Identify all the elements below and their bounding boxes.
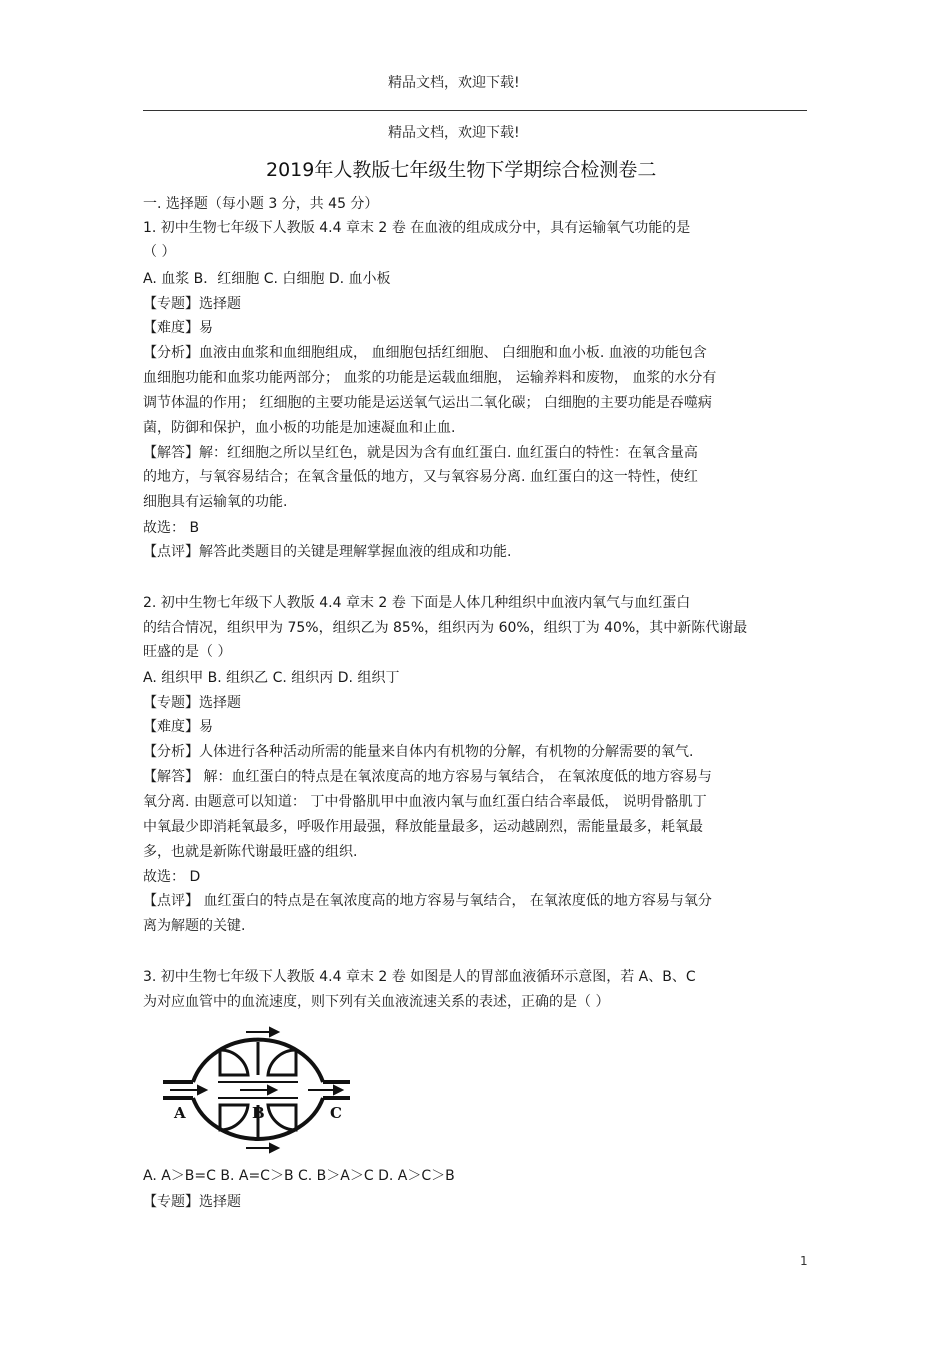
q3-stem-line-1: 3. 初中生物七年级下人教版 4.4 章末 2 卷 如图是人的胃部血液循环示意图，若 A、B、C — [143, 969, 696, 985]
q1-options: A. 血浆 B．红细胞 C. 白细胞 D. 血小板 — [143, 271, 391, 287]
label-b: B — [252, 1104, 265, 1122]
q1-answer-line-1: 【解答】解：红细胞之所以呈红色，就是因为含有血红蛋白. 血红蛋白的特性：在氧含量高 — [143, 445, 698, 461]
q1-analysis-line-1: 【分析】血液由血浆和血细胞组成， 血细胞包括红细胞、 白细胞和血小板. 血液的功能包含 — [143, 345, 707, 361]
q2-answer-line-1: 【解答】 解：血红蛋白的特点是在氧浓度高的地方容易与氧结合， 在氧浓度低的地方容易与 — [143, 769, 712, 785]
q2-answer-line-3: 中氧最少即消耗氧最多，呼吸作用最强，释放能量最多，运动越剧烈，需能量最多，耗氧最 — [143, 819, 703, 835]
q1-analysis-line-2: 血细胞功能和血浆功能两部分； 血浆的功能是运载血细胞， 运输养料和废物， 血浆的水分有 — [143, 370, 717, 386]
q2-choice: 故选： D — [143, 869, 201, 885]
q1-comment: 【点评】解答此类题目的关键是理解掌握血液的组成和功能. — [143, 544, 512, 560]
q1-topic: 【专题】选择题 — [143, 296, 241, 312]
label-c: C — [330, 1104, 342, 1122]
sub-banner: 精品文档，欢迎下载! — [388, 125, 520, 141]
q3-topic: 【专题】选择题 — [143, 1194, 241, 1210]
q2-answer-line-2: 氧分离. 由题意可以知道： 丁中骨骼肌甲中血液内氧与血红蛋白结合率最低， 说明骨骼肌丁 — [143, 794, 707, 810]
stomach-circulation-diagram — [158, 1020, 358, 1160]
q3-options: A. A＞B=C B. A=C＞B C. B＞A＞C D. A＞C＞B — [143, 1168, 455, 1184]
q2-comment-line-1: 【点评】 血红蛋白的特点是在氧浓度高的地方容易与氧结合， 在氧浓度低的地方容易与氧分 — [143, 893, 712, 909]
page-title: 2019年人教版七年级生物下学期综合检测卷二 — [266, 159, 657, 181]
q2-options: A. 组织甲 B. 组织乙 C. 组织丙 D. 组织丁 — [143, 670, 400, 686]
q2-stem-line-3: 旺盛的是（ ） — [143, 644, 232, 660]
q2-stem-line-1: 2. 初中生物七年级下人教版 4.4 章末 2 卷 下面是人体几种组织中血液内氧气与血红蛋白 — [143, 595, 691, 611]
q1-answer-line-2: 的地方，与氧容易结合；在氧含量低的地方，又与氧容易分离. 血红蛋白的这一特性，使红 — [143, 469, 698, 485]
label-a: A — [174, 1104, 186, 1122]
q2-answer-line-4: 多，也就是新陈代谢最旺盛的组织. — [143, 844, 358, 860]
q2-analysis: 【分析】人体进行各种活动所需的能量来自体内有机物的分解，有机物的分解需要的氧气. — [143, 744, 694, 760]
section-heading: 一. 选择题（每小题 3 分，共 45 分） — [143, 196, 379, 212]
q1-difficulty: 【难度】易 — [143, 320, 213, 336]
q2-stem-line-2: 的结合情况，组织甲为 75%，组织乙为 85%，组织丙为 60%，组织丁为 40%，其中新陈代谢最 — [143, 620, 748, 636]
top-banner: 精品文档，欢迎下载! — [388, 75, 520, 91]
header-rule — [143, 110, 807, 111]
q3-stem-line-2: 为对应血管中的血流速度，则下列有关血液流速关系的表述，正确的是（ ） — [143, 994, 610, 1010]
q1-analysis-line-3: 调节体温的作用； 红细胞的主要功能是运送氧气运出二氧化碳； 白细胞的主要功能是吞噬病 — [143, 395, 712, 411]
q1-analysis-line-4: 菌，防御和保护，血小板的功能是加速凝血和止血. — [143, 420, 456, 436]
q2-topic: 【专题】选择题 — [143, 695, 241, 711]
q1-stem-line-2: （ ） — [143, 244, 176, 260]
q1-stem-line-1: 1. 初中生物七年级下人教版 4.4 章末 2 卷 在血液的组成成分中，具有运输氧气功能的是 — [143, 220, 691, 236]
q1-answer-line-3: 细胞具有运输氧的功能. — [143, 494, 288, 510]
q1-choice: 故选： B — [143, 520, 200, 536]
page-number: 1 — [800, 1254, 808, 1268]
q2-difficulty: 【难度】易 — [143, 719, 213, 735]
q2-comment-line-2: 离为解题的关键. — [143, 918, 246, 934]
